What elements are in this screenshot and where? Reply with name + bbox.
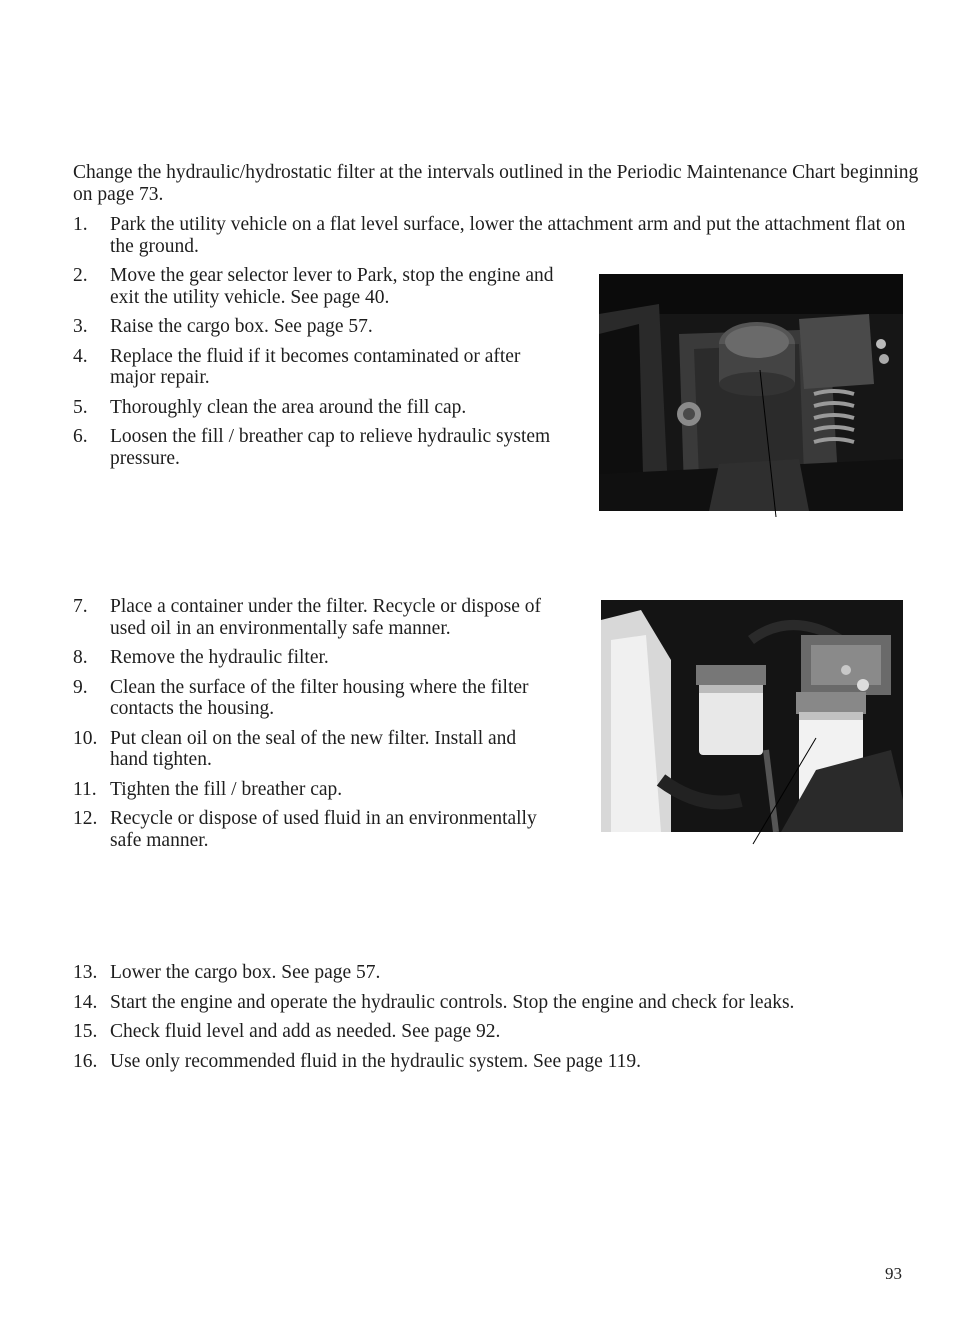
- step-6: 6. Loosen the fill / breather cap to relieve hydraulic system pressure.: [73, 426, 551, 469]
- hydraulic-filter-photo: [601, 600, 903, 832]
- step-5: 5. Thoroughly clean the area around the fill cap.: [73, 396, 467, 418]
- step-14: 14. Start the engine and operate the hydraulic controls. Stop the engine and check for leaks.: [73, 991, 795, 1013]
- step-3: 3. Raise the cargo box. See page 57.: [73, 316, 373, 337]
- step-11: 11. Tighten the fill / breather cap.: [73, 778, 343, 800]
- steps-list-13-16: [73, 962, 933, 1080]
- steps-list-7-12: [73, 596, 553, 859]
- step-13: 13. Lower the cargo box. See page 57.: [73, 962, 381, 983]
- fill-cap-illustration: [599, 274, 903, 511]
- step-10: 10. Put clean oil on the seal of the new filter. Install and hand tighten.: [73, 727, 517, 770]
- step-1: 1. Park the utility vehicle on a flat level surface, lower the attachment arm and put the attachment flat on the ground.: [73, 214, 906, 257]
- step-9: 9. Clean the surface of the filter housing where the filter contacts the housing.: [73, 676, 529, 719]
- step-16: 16. Use only recommended fluid in the hydraulic system. See page 119.: [73, 1050, 642, 1072]
- step-15: 15. Check fluid level and add as needed. See page 92.: [73, 1021, 501, 1042]
- step-12: 12. Recycle or dispose of used fluid in an environmentally safe manner.: [73, 808, 537, 851]
- step-8: 8. Remove the hydraulic filter.: [73, 647, 329, 668]
- fill-cap-photo: [599, 274, 903, 511]
- step-4: 4. Replace the fluid if it becomes contaminated or after major repair.: [73, 345, 521, 388]
- hydraulic-filter-illustration: [601, 600, 903, 832]
- intro-paragraph: Change the hydraulic/hydrostatic filter at the intervals outlined in the Periodic Maintenance Chart beginning on page 73.: [73, 162, 919, 205]
- step-2: 2. Move the gear selector lever to Park, stop the engine and exit the utility vehicle. See page 40.: [73, 265, 554, 308]
- page-number: 93: [885, 1264, 902, 1283]
- step-7: 7. Place a container under the filter. Recycle or dispose of used oil in an environmentally safe manner.: [73, 596, 541, 639]
